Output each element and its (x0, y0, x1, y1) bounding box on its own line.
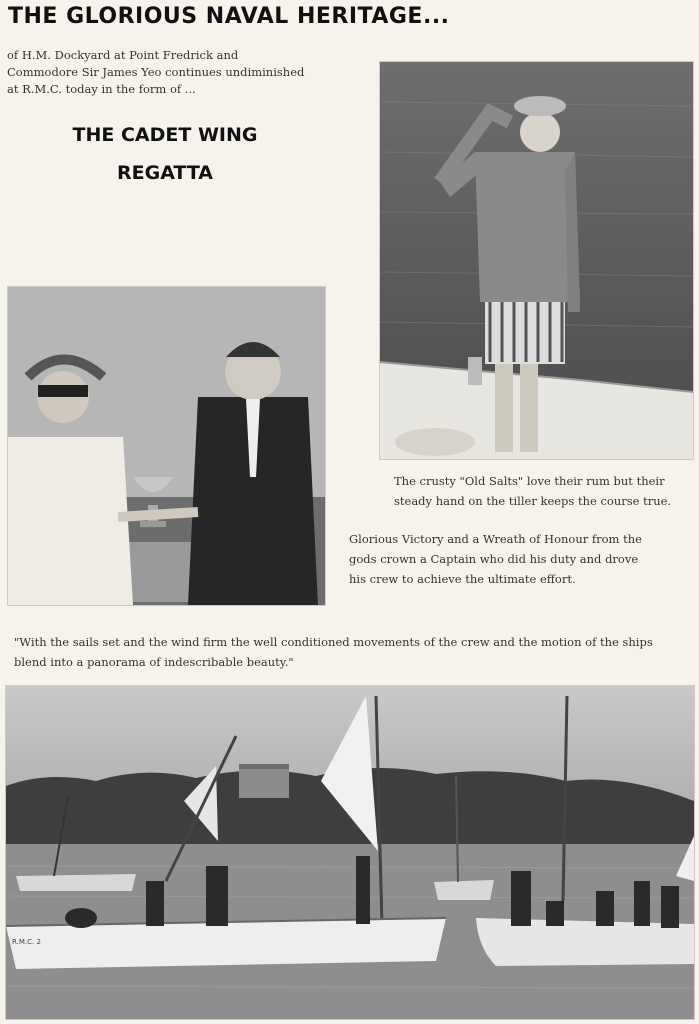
headline: THE GLORIOUS NAVAL HERITAGE... (8, 4, 450, 29)
trophy-presentation-photo (7, 286, 326, 606)
old-salts-caption (394, 471, 671, 511)
intro-line-1: of H.M. Dockyard at Point Fredrick and (7, 48, 239, 62)
quote-line-1: "With the sails set and the wind firm the well conditioned movements of the crew and the motion of the ships (14, 635, 653, 649)
title-line-1: THE CADET WING (72, 124, 258, 146)
regatta-title (50, 116, 280, 192)
caption1-line-1: The crusty "Old Salts" love their rum but their (394, 474, 665, 488)
quote-line-2: blend into a panorama of indescribable beauty." (14, 655, 294, 669)
intro-line-2: Commodore Sir James Yeo continues undiminished (7, 65, 305, 79)
regatta-sailboats-photo (5, 685, 695, 1020)
caption1-line-2: steady hand on the tiller keeps the course true. (394, 494, 672, 508)
intro-line-3: at R.M.C. today in the form of ... (7, 82, 196, 96)
caption2-line-1: Glorious Victory and a Wreath of Honour from the (349, 532, 642, 546)
caption2-line-2: gods crown a Captain who did his duty and drove (349, 552, 639, 566)
intro-text (7, 47, 337, 98)
saluting-sailor-photo (379, 61, 694, 460)
victory-caption (349, 529, 642, 589)
regatta-quote (14, 632, 694, 672)
caption2-line-3: his crew to achieve the ultimate effort. (349, 572, 576, 586)
boat-marking: R.M.C. 2 (12, 938, 41, 946)
title-line-2: REGATTA (116, 162, 214, 184)
